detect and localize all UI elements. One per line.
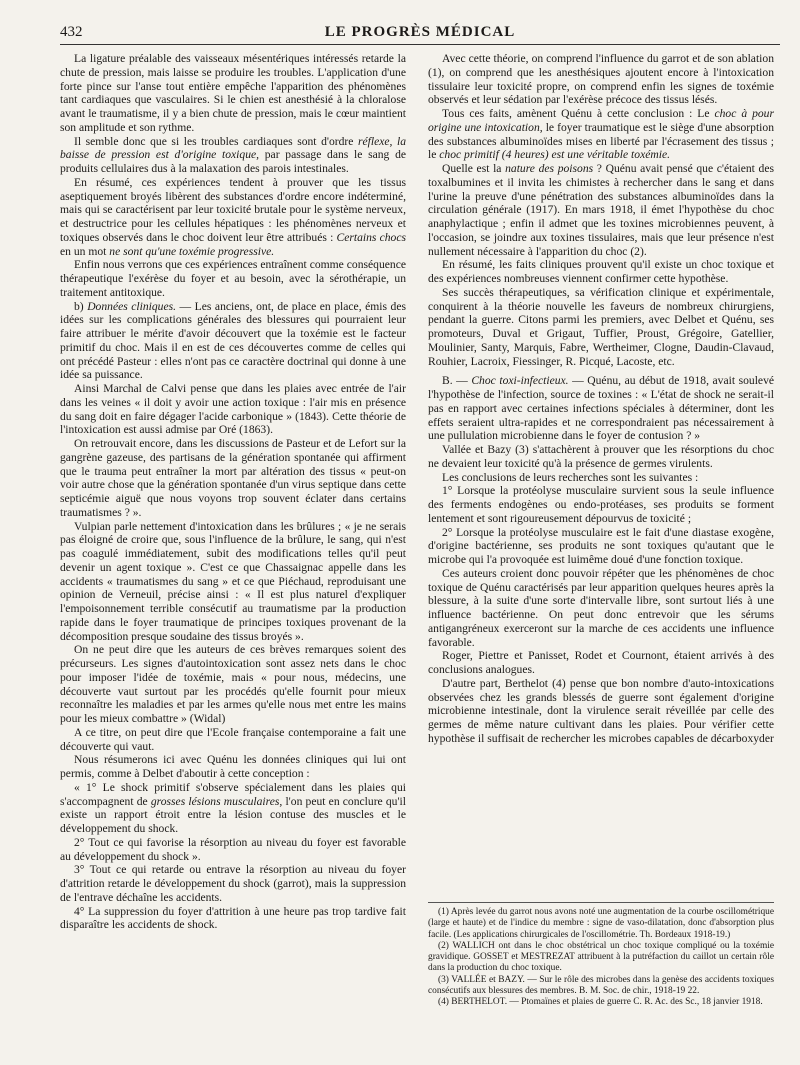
paragraph: Il semble donc que si les troubles cardiaques sont d'ordre réflexe, la baisse de pression est d'origine toxique, par passage dans le sang de produits cellulaires dus à la malaxation des parois intestinales. (60, 134, 407, 175)
footnote: (3) VALLÉE et BAZY. — Sur le rôle des microbes dans la genèse des accidents toxiques consécutifs aux blessures des membres. B. M. Soc. de chir., 1918-19 22. (428, 974, 774, 997)
footnote: (1) Après levée du garrot nous avons noté une augmentation de la courbe oscillométrique (large et haute) et de l'indice du membre : signe de vaso-dilatation, donc d'absorption plus facile. (Les applications chirurgicales de l'oscillométrie. Th. Bordeaux 1918-19.) (428, 907, 774, 940)
paragraph: Vallée et Bazy (3) s'attachèrent à prouver que les résorptions du choc ne devaient leur toxicité qu'à la présence de germes virulents. (428, 443, 774, 470)
paragraph: Ainsi Marchal de Calvi pense que dans les plaies avec entrée de l'air dans les veines « il doit y avoir une action toxique : l'air mis en présence du sang doit en faire dégager l'acide carbonique » (1843). Cette théorie de l'intoxication est aussi admise par Oré (1863). (60, 382, 406, 437)
paragraph: 1° Lorsque la protéolyse musculaire survient sous la seule influence des ferments endogènes ou endo-protéases, ses produits se forment lentement et sont rigoureusement dépourvus de toxicité ; (428, 484, 774, 525)
paragraph: Ses succès thérapeutiques, sa vérification clinique et expérimentale, conquirent à la théorie nouvelle les faveurs de nombreux chirurgiens, pendant la guerre. Citons parmi les premiers, avec Delbet et Quénu, ses promoteurs, Duval et Grigaut, Tuffier, Proust, Grégoire, Gatellier, Moulinier, Santy, Marquis, Fabre, Wertheimer, Clogne, Daudin-Clavaud, Rouhier, Lacroix, Fiessinger, R. Picqué, Lacoste, etc. (428, 285, 774, 368)
paragraph: 4° La suppression du foyer d'attrition à une heure pas trop tardive fait disparaître les accidents de shock. (60, 904, 406, 932)
paragraph: 3° Tout ce qui retarde ou entrave la résorption au niveau du foyer d'attrition retarde le développement du shock (garrot), mais la suppression de l'entrave déchaîne les accidents. (60, 863, 406, 904)
paragraph: Nous résumerons ici avec Quénu les données cliniques qui lui ont permis, comme à Delbet d'aboutir à cette conception : (60, 753, 406, 780)
paragraph: D'autre part, Berthelot (4) pense que bon nombre d'auto-intoxications observées chez les grands blessés de guerre sont également d'origine microbienne intestinale, dont la virulence serait réveillée par celle des germes de même nature cultivant dans les plaies. Pour vérifier cette hypothèse il suffisait de rechercher les microbes capables de décarboxyder (428, 676, 774, 745)
right-column (428, 52, 774, 746)
paragraph: 2° Lorsque la protéolyse musculaire est le fait d'une diastase exogène, d'origine bactérienne, ses produits ne sont toxiques qu'autant que le microbe qui l'a provoquée est luimême doué d'une fonction toxique. (428, 525, 774, 566)
page-header (60, 22, 780, 45)
paragraph: Tous ces faits, amènent Quénu à cette conclusion : Le choc à pour origine une intoxication, le foyer traumatique est le siège d'une absorption des substances albuminoïdes mises en liberté par l'écrasement des tissus ; le choc primitif (4 heures) est une véritable toxémie. (428, 107, 774, 162)
footnotes (428, 902, 774, 1009)
paragraph: B. — Choc toxi-infectieux. — Quénu, au début de 1918, avait soulevé l'hypothèse de l'infection, source de toxines : « L'état de shock ne serait-il pas en rapport avec certaines infections spéciales à déterminer, dont les effets seraient ultra-rapides et ne correspondraient pas nécessairement à une pullulation microbienne dans le foyer de contusion ? » (428, 374, 775, 443)
running-title: LE PROGRÈS MÉDICAL (324, 24, 516, 40)
paragraph: Roger, Piettre et Panisset, Rodet et Cournont, étaient arrivés à des conclusions analogues. (428, 649, 774, 676)
paragraph: Enfin nous verrons que ces expériences entraînent comme conséquence thérapeutique l'exérèse du foyer et au besoin, avec la sérothérapie, un traitement antitoxique. (60, 258, 406, 299)
paragraph: A ce titre, on peut dire que l'Ecole française contemporaine a fait une découverte qui vaut. (60, 725, 406, 753)
paragraph: b) Données cliniques. — Les anciens, ont, de place en place, émis des idées sur les complications générales des blessures qui pourraient leur faire attribuer le mérite d'avoir découvert que la toxémie est le facteur primitif du choc. Mais il en est de ces découvertes comme de celles qui ont précédé Pasteur : elles n'ont pas ce caractère doctrinal qui donne à une idée sa puissance. (60, 299, 406, 382)
paragraph: La ligature préalable des vaisseaux mésentériques intéressés retarde la chute de pression, mais laisse se produire les troubles. L'application d'une forte pince sur l'anse tout entière empêche l'apparition des phénomènes tant cardiaques que vasculaires. Si le chien est anesthésié à la chloralose avant le traumatisme, il y a bien chute de pression, mais le cœur maintient son amplitude et son rythme. (60, 52, 406, 134)
paragraph: Les conclusions de leurs recherches sont les suivantes : (442, 470, 699, 484)
paragraph: On ne peut dire que les auteurs de ces brèves remarques soient des précurseurs. Les signes d'autointoxication sont assez nets dans le choc pour imposer l'idée de toxémie, mais « pour nous, médecins, une découverte vaut surtout par les procédés qu'elle fournit pour mieux reconnaître les maladies et par les armes qu'elle nous met entre les mains pour les mieux combattre » (Widal) (60, 643, 406, 725)
page-number: 432 (60, 24, 83, 40)
footnote: (4) BERTHELOT. — Ptomaïnes et plaies de guerre C. R. Ac. des Sc., 18 janvier 1918. (438, 997, 763, 1008)
paragraph: On retrouvait encore, dans les discussions de Pasteur et de Lefort sur la gangrène gazeuse, des partisans de la génération spontanée qui affirment que le trauma peut entraîner la mort par altération des tissus « peut-on voir autre chose que la génération spontanée d'un virus septique dans cette septicémie aiguë que nous voyons trop souvent éclater dans certains traumatismes ? ». (60, 437, 406, 519)
paragraph: Vulpian parle nettement d'intoxication dans les brûlures ; « je ne serais pas éloigné de croire que, sous l'influence de la brûlure, le sang, qui n'est pas coagulé immédiatement, subit des modifications telles qu'il peut devenir un agent toxique ». C'est ce que Chassaignac appelle dans les accidents « traumatismes du sang » et ce que Piéchaud, reproduisant une opinion de Verneuil, précise ainsi : « Il est plus naturel d'expliquer l'empoisonnement terrible consécutif au traumatisme par la production rapide dans le foyer traumatique de principes toxiques provenant de la décomposition presque soudaine des tissus broyés ». (60, 519, 406, 643)
paragraph: Quelle est la nature des poisons ? Quénu avait pensé que c'étaient des toxalbumines et il invita les chimistes à rechercher dans le sang et dans l'urine la preuve d'une pénétration des substances albuminoïdes dans la circulation générale (1917). En mars 1918, il émet l'hypothèse du choc anaphylactique ; enfin il admet que les toxines microbiennes peuvent, à l'occasion, se joindre aux toxines tissulaires, mais que leur présence n'est nullement nécessaire à l'apparition du choc (2). (428, 162, 774, 258)
paragraph: En résumé, ces expériences tendent à prouver que les tissus aseptiquement broyés libèrent des substances d'ordre encore indéterminé, mais qui se caractérisent par leur toxicité brutale pour le système nerveux, et destructrice pour les cellules hépatiques : les phénomènes nerveux et toxiques observés dans le choc doivent leur être attribués : Certains chocs en un mot ne sont qu'une toxémie progressive. (60, 175, 406, 258)
left-column (60, 52, 406, 932)
footnote: (2) WALLICH ont dans le choc obstétrical un choc toxique compliqué ou la toxémie gravidique. GOSSET et MESTREZAT attribuent à la putréfaction du caillot un certain rôle dans la production du choc toxique. (428, 940, 774, 974)
paragraph: 2° Tout ce qui favorise la résorption au niveau du foyer est favorable au développement du shock ». (60, 835, 406, 863)
paragraph: Avec cette théorie, on comprend l'influence du garrot et de son ablation (1), on comprend que les anesthésiques ajoutent encore à l'intoxication tissulaire leur toxicité propre, on comprend enfin les signes de toxémie observés et leur sédation par l'exérèse précoce des tissus lésés. (428, 52, 774, 107)
paragraph: Ces auteurs croient donc pouvoir répéter que les phénomènes de choc toxique de Quénu caractérisés par leur apparition quelques heures après la blessure, à la suite d'une sorte d'intervalle libre, sont surtout liés à une influence bactérienne. On peut donc entrevoir que les sérums antigangréneux exerceront sur la marche de ces accidents une influence favorable. (428, 566, 774, 649)
paragraph: En résumé, les faits cliniques prouvent qu'il existe un choc toxique et des expériences nombreuses viennent confirmer cette hypothèse. (428, 258, 774, 285)
paragraph: « 1° Le shock primitif s'observe spécialement dans les plaies qui s'accompagnent de grosses lésions musculaires, l'on peut en conclure qu'il existe un rapport étroit entre la lésion contuse des muscles et le développement du shock. (60, 780, 406, 835)
